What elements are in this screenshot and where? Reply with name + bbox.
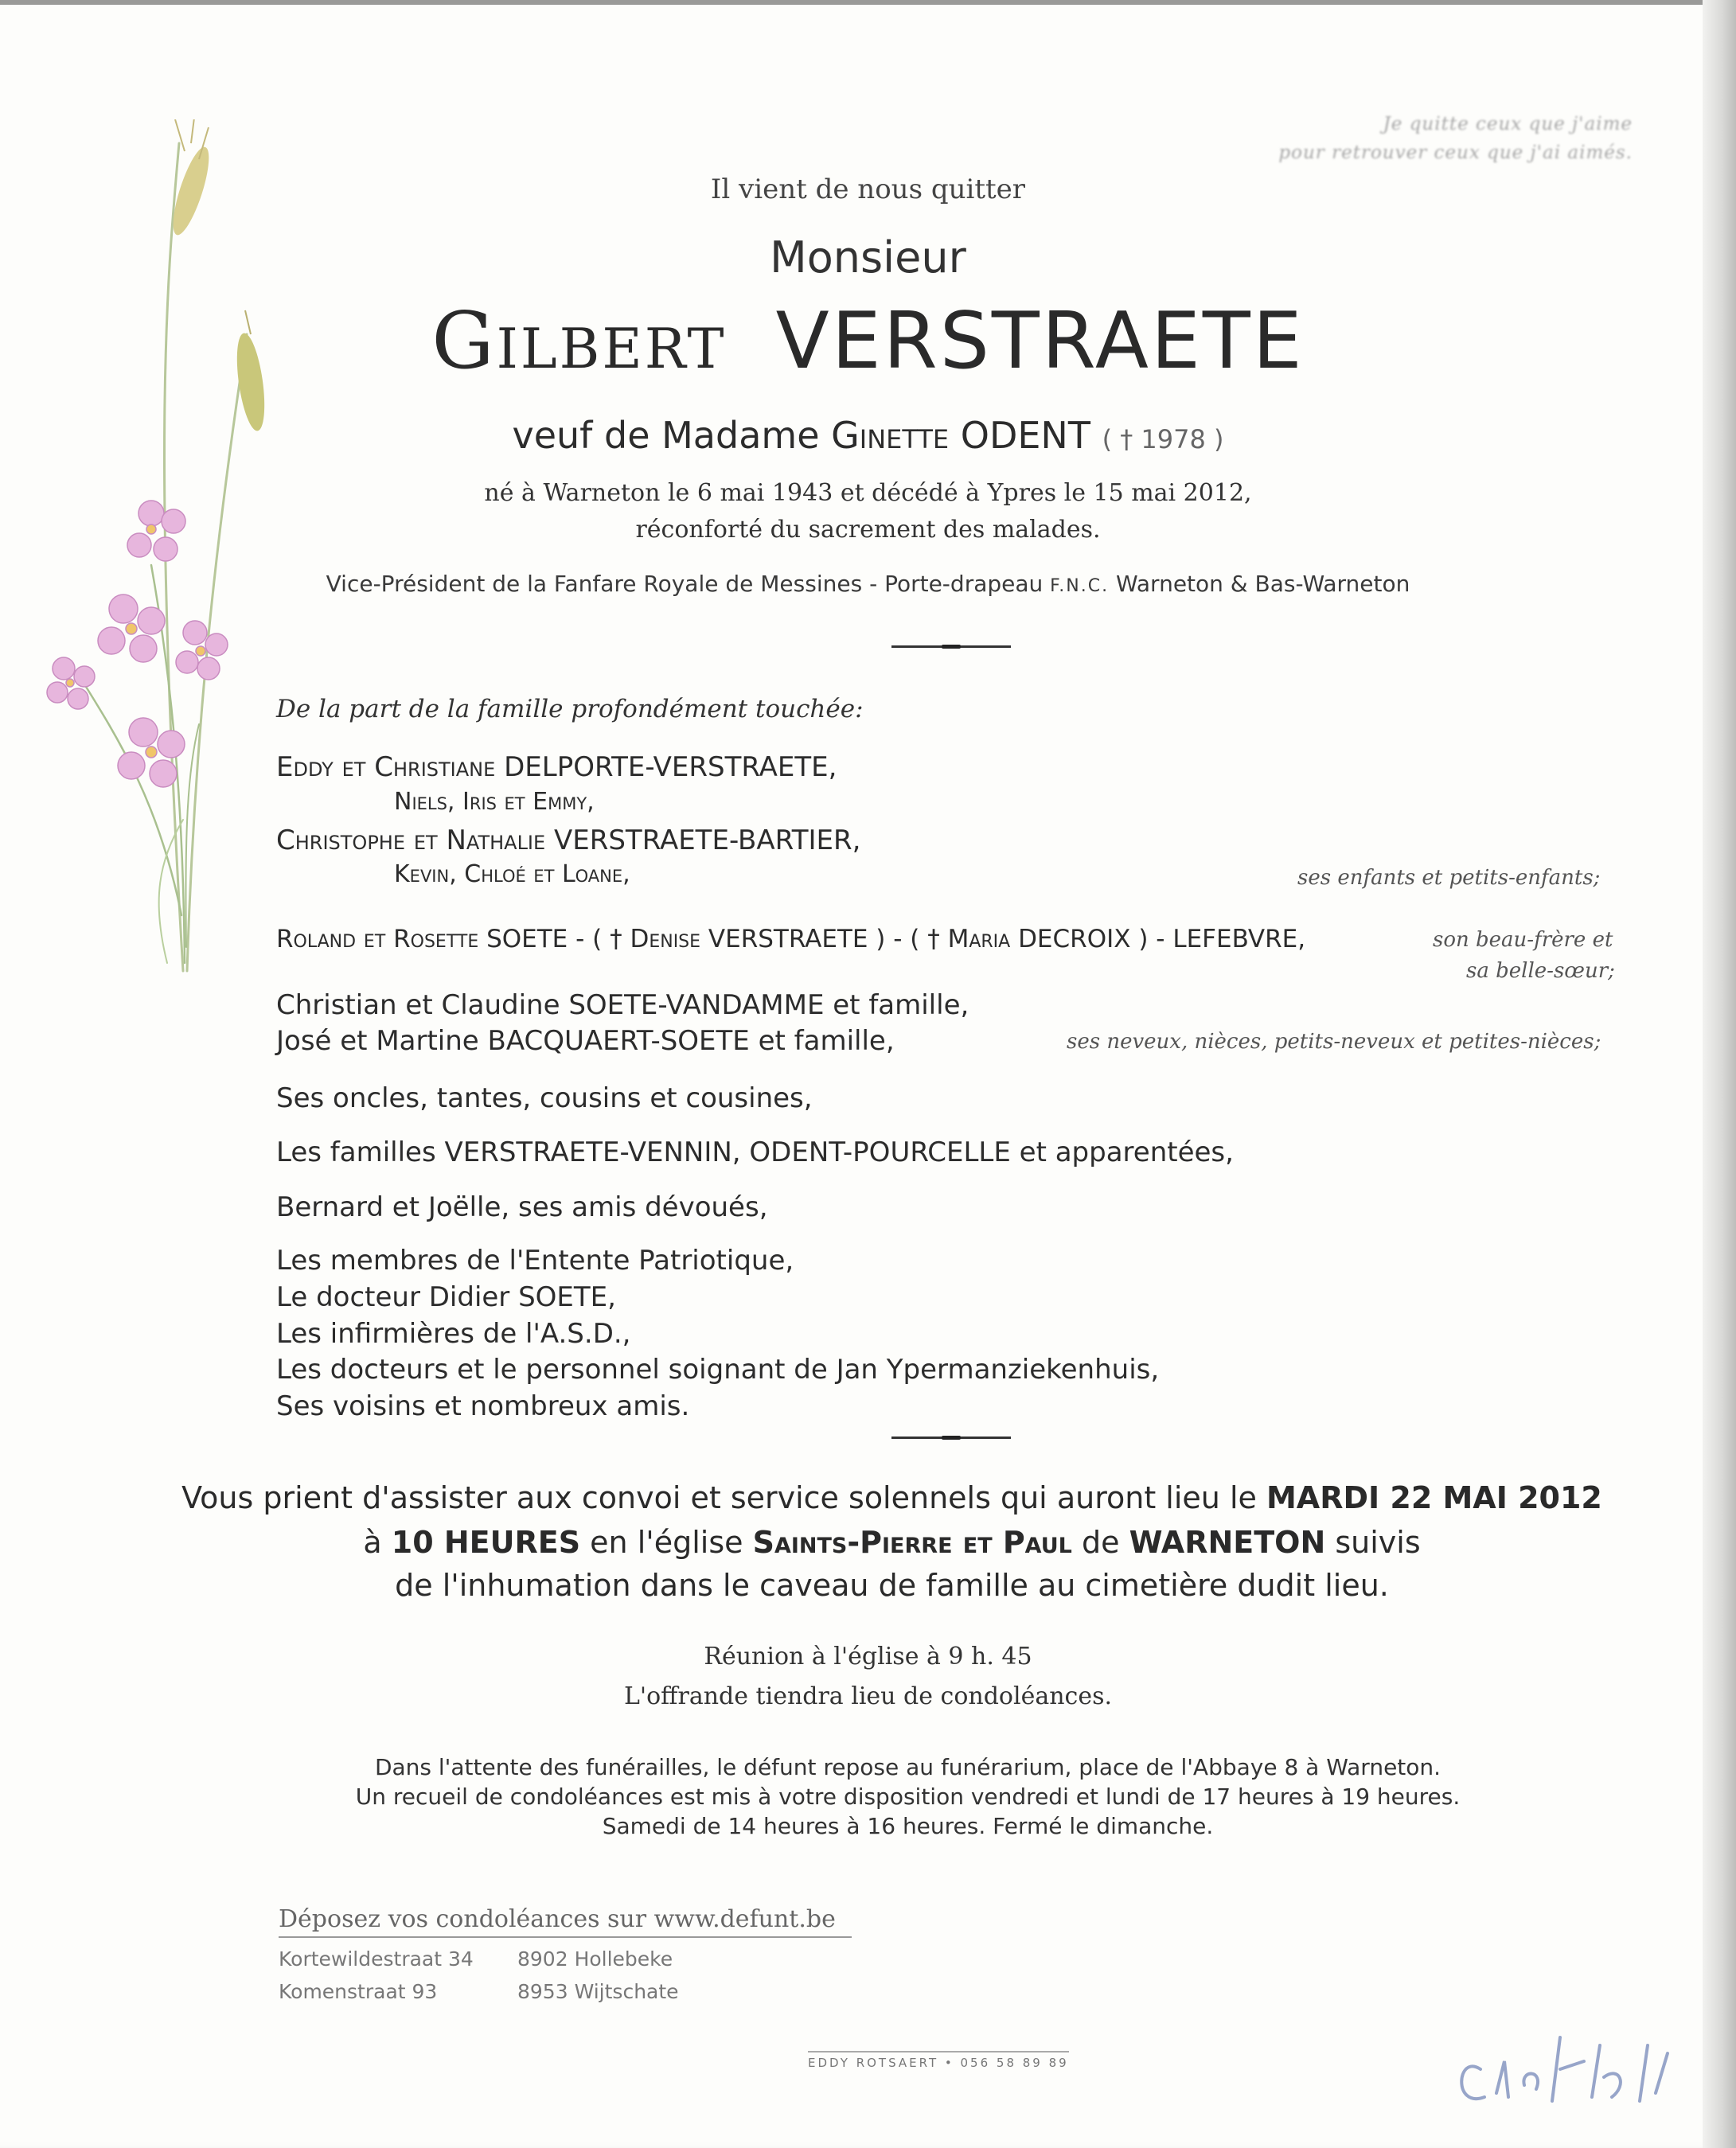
address-1-city: 8902 Hollebeke <box>517 1947 673 1971</box>
salutation: Monsieur <box>770 232 966 283</box>
deceased-name <box>0 296 1736 387</box>
ceremony-text-5: suivis <box>1335 1525 1421 1560</box>
divider <box>891 1437 1011 1439</box>
family-line-7: José et Martine BACQUAERT-SOETE et famille, <box>276 1025 895 1057</box>
epigraph-quote <box>1278 110 1633 167</box>
scan-top-edge <box>0 0 1736 5</box>
quote-line-1: Je quitte ceux que j'aime <box>1383 114 1633 134</box>
ceremony-date: MARDI 22 MAI 2012 <box>1266 1480 1602 1515</box>
role-nephews: ses neveux, nièces, petits-neveux et petites-nièces; <box>1067 1030 1601 1054</box>
role-children: ses enfants et petits-enfants; <box>1297 866 1601 890</box>
titles-text-a: Vice-Président de la Fanfare Royale de Messines - Porte-drapeau <box>326 571 1044 597</box>
quote-line-2: pour retrouver ceux que j'ai aimés. <box>1278 142 1633 163</box>
ceremony-text-3: en l'église <box>590 1525 743 1560</box>
sacrament-line: réconforté du sacrement des malades. <box>635 516 1101 544</box>
pink-flower-icon <box>176 621 228 680</box>
titles-line <box>0 571 1736 597</box>
handwritten-signature <box>1449 2021 1703 2117</box>
family-line-13: Les infirmières de l'A.S.D., <box>276 1318 631 1350</box>
printer-credit: EDDY ROTSAERT • 056 58 89 89 <box>808 2051 1069 2070</box>
meeting-line-2: L'offrande tiendra lieu de condoléances. <box>623 1682 1113 1710</box>
ceremony-text-1: Vous prient d'assister aux convoi et service solennels qui auront lieu le <box>181 1480 1257 1515</box>
role-inlaw-2: sa belle-sœur; <box>1466 959 1615 983</box>
ceremony-line-3: de l'inhumation dans le caveau de famille au cimetière dudit lieu. <box>395 1568 1389 1603</box>
family-line-2: Niels, Iris et Emmy, <box>394 788 595 816</box>
ceremony-time: 10 HEURES <box>391 1525 581 1560</box>
ceremony-line-2 <box>0 1525 1736 1560</box>
divider <box>891 645 1011 648</box>
ceremony-town: WARNETON <box>1129 1525 1326 1560</box>
last-name: VERSTRAETE <box>775 296 1305 387</box>
condolences-online: Déposez vos condoléances sur www.defunt.be <box>279 1905 852 1938</box>
meeting-line-1: Réunion à l'église à 9 h. 45 <box>704 1643 1032 1670</box>
pink-flower-icon <box>47 657 95 709</box>
family-line-1: Eddy et Christiane DELPORTE-VERSTRAETE, <box>276 751 837 783</box>
ceremony-text-4: de <box>1081 1525 1120 1560</box>
widow-prefix: veuf de Madame <box>512 414 820 457</box>
funerarium-line-1: Dans l'attente des funérailles, le défunt repose au funérarium, place de l'Abbaye 8 à Warneton. <box>374 1754 1441 1780</box>
pink-flower-icon <box>98 595 165 662</box>
birth-death-line: né à Warneton le 6 mai 1943 et décédé à Ypres le 15 mai 2012, <box>484 479 1252 507</box>
family-line-6: Christian et Claudine SOETE-VANDAMME et famille, <box>276 989 969 1021</box>
address-1-street: Kortewildestraat 34 <box>279 1947 474 1971</box>
family-line-14: Les docteurs et le personnel soignant de Jan Ypermanziekenhuis, <box>276 1354 1160 1386</box>
intro-text: Il vient de nous quitter <box>710 173 1026 205</box>
ceremony-church: Saints-Pierre et Paul <box>752 1525 1072 1560</box>
funerarium-line-3: Samedi de 14 heures à 16 heures. Fermé le dimanche. <box>602 1813 1214 1839</box>
family-line-3: Christophe et Nathalie VERSTRAETE-BARTIER, <box>276 825 861 856</box>
family-intro: De la part de la famille profondément touchée: <box>276 695 864 723</box>
address-2-city: 8953 Wijtschate <box>517 1980 679 2003</box>
ceremony-text-2: à <box>363 1525 382 1560</box>
titles-fnc: F.N.C. <box>1050 576 1110 596</box>
widow-name: Ginette ODENT <box>831 414 1090 457</box>
role-inlaw-1: son beau-frère et <box>1433 928 1613 952</box>
titles-text-b: Warneton & Bas-Warneton <box>1116 571 1410 597</box>
family-line-5: Roland et Rosette SOETE - ( † Denise VERSTRAETE ) - ( † Maria DECROIX ) - LEFEBVRE, <box>276 925 1306 953</box>
family-line-4: Kevin, Chloé et Loane, <box>394 860 630 888</box>
family-line-9: Les familles VERSTRAETE-VENNIN, ODENT-POURCELLE et apparentées, <box>276 1136 1234 1168</box>
widow-death: ( † 1978 ) <box>1102 424 1224 454</box>
family-line-10: Bernard et Joëlle, ses amis dévoués, <box>276 1191 768 1223</box>
family-line-15: Ses voisins et nombreux amis. <box>276 1390 690 1422</box>
ceremony-line-1 <box>0 1480 1736 1515</box>
family-line-12: Le docteur Didier SOETE, <box>276 1281 616 1313</box>
address-2-street: Komenstraat 93 <box>279 1980 438 2003</box>
first-name: Gilbert <box>431 296 727 387</box>
family-line-11: Les membres de l'Entente Patriotique, <box>276 1245 794 1277</box>
family-line-8: Ses oncles, tantes, cousins et cousines, <box>276 1082 813 1114</box>
funerarium-line-2: Un recueil de condoléances est mis à votre disposition vendredi et lundi de 17 heures à 19 heures. <box>355 1784 1461 1810</box>
widow-line <box>0 414 1736 457</box>
pink-flower-icon <box>118 718 185 787</box>
